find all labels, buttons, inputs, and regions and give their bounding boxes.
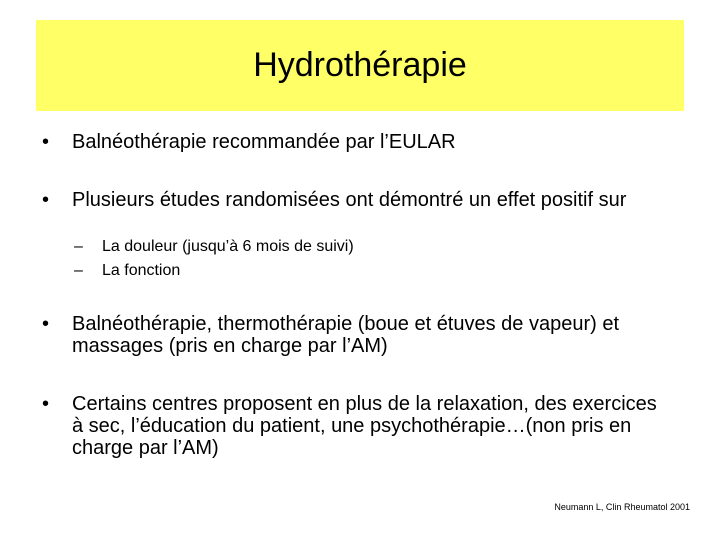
sub-bullet-marker: – xyxy=(74,238,83,255)
bullet-text: Certains centres proposent en plus de la relaxation, des exercices à sec, l’éducation du patient, une psychothérapie…(non pris en charge par l’AM) xyxy=(72,393,657,459)
bullet-marker: • xyxy=(42,313,50,335)
slide-title: Hydrothérapie xyxy=(253,45,467,84)
title-banner xyxy=(36,20,684,111)
bullet-marker: • xyxy=(42,131,50,153)
sub-bullet-text: La fonction xyxy=(102,262,181,279)
bullet-marker: • xyxy=(42,189,50,211)
bullet-text: Plusieurs études randomisées ont démontré un effet positif sur xyxy=(72,189,627,211)
citation: Neumann L, Clin Rheumatol 2001 xyxy=(554,502,690,512)
bullet-text: Balnéothérapie, thermothérapie (boue et étuves de vapeur) et massages (pris en charge par l’AM) xyxy=(72,313,620,357)
bullet-text: Balnéothérapie recommandée par l’EULAR xyxy=(72,131,456,153)
sub-bullet-marker: – xyxy=(74,262,83,279)
bullet-marker: • xyxy=(42,393,50,415)
sub-bullet-text: La douleur (jusqu’à 6 mois de suivi) xyxy=(102,238,354,255)
